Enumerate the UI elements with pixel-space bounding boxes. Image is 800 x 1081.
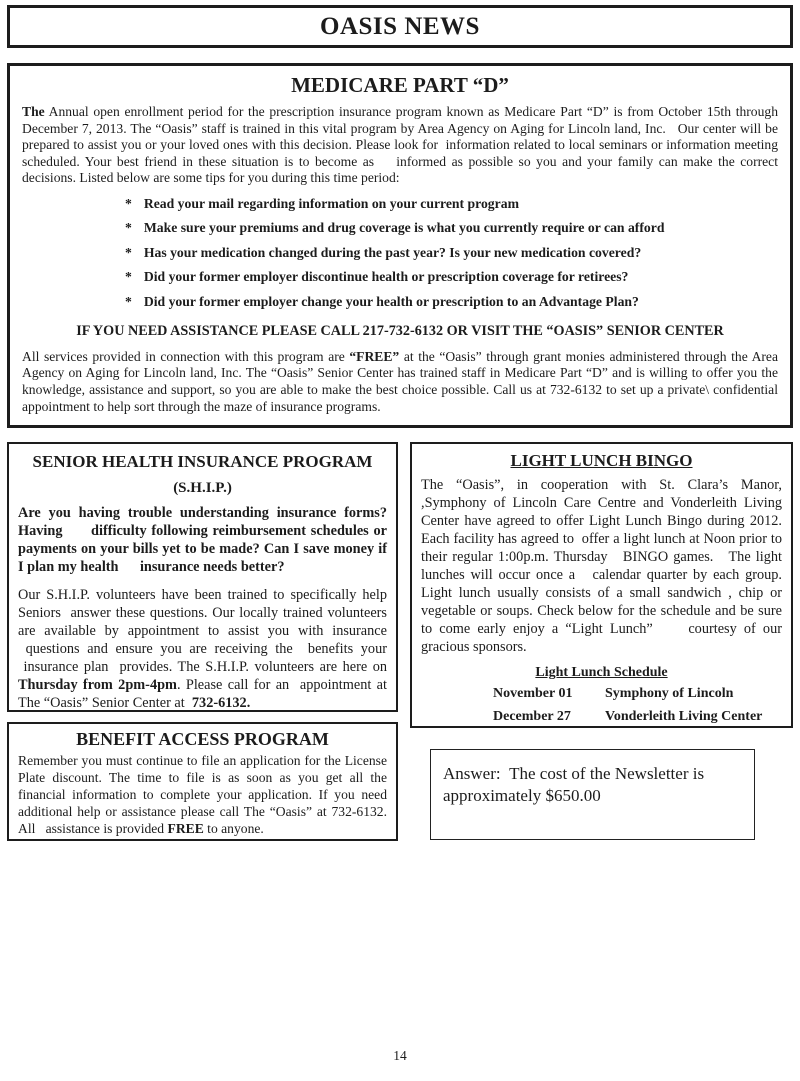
bullet-text: Did your former employer discontinue health or prescription coverage for retirees? bbox=[143, 269, 629, 285]
assistance-call-line: IF YOU NEED ASSISTANCE PLEASE CALL 217-732-6132 OR VISIT THE “OASIS” SENIOR CENTER bbox=[76, 322, 724, 339]
bingo-panel-title bbox=[421, 451, 782, 471]
schedule-location: Vonderleith Living Center bbox=[605, 709, 763, 724]
bullet-marker: * bbox=[125, 220, 132, 236]
bullet-marker: * bbox=[125, 195, 132, 211]
list-item bbox=[125, 196, 778, 212]
newsletter-title: OASIS NEWS bbox=[320, 12, 480, 40]
benefit-free-emphasis: FREE bbox=[167, 820, 204, 836]
list-item bbox=[125, 220, 778, 236]
schedule-title bbox=[421, 665, 782, 681]
schedule-date: November 01 bbox=[493, 686, 573, 701]
bullet-text: Make sure your premiums and drug coverage is what you currently require or can afford bbox=[143, 220, 665, 236]
medicare-tips-list bbox=[125, 196, 778, 310]
bullet-text: Has your medication changed during the past year? Is your new medication covered? bbox=[143, 244, 642, 260]
bullet-text: Did your former employer change your health or prescription to an Advantage Plan? bbox=[143, 293, 639, 309]
ship-question-paragraph: Are you having trouble understanding insurance forms? Having difficulty following reimbursement schedules or payments on your bills yet to be made? Can I save money if I plan my health insurance needs better? bbox=[18, 505, 387, 575]
ship-panel-subtitle: (S.H.I.P.) bbox=[173, 480, 232, 496]
medicare-intro-paragraph bbox=[22, 104, 778, 187]
schedule-location: Symphony of Lincoln bbox=[605, 686, 734, 701]
medicare-article-title: MEDICARE PART “D” bbox=[291, 73, 509, 97]
closing-free-emphasis: “FREE” bbox=[349, 348, 400, 364]
ship-panel-title: SENIOR HEALTH INSURANCE PROGRAM bbox=[32, 452, 373, 471]
medicare-intro-text: Annual open enrollment period for the prescription insurance program known as Medicare Part “D” is from October 15th through December 7, 2013. The “Oasis” staff is trained in this vital program by Area Agency on Aging for Lincoln land, Inc. Our center will be prepared to assist you or your loved ones with this decision. Please look for information related to local seminars or information meeting scheduled. Your best friend in these situation is to become as informed as possible so you and your family can make the correct decisions. Listed below are some tips for you during this time period: bbox=[22, 104, 778, 186]
answer-text: Answer: The cost of the Newsletter is approximately $650.00 bbox=[443, 764, 705, 806]
ship-panel bbox=[7, 442, 398, 712]
table-row bbox=[493, 709, 782, 725]
benefit-body-pre: Remember you must continue to file an application for the License Plate discount. The time to file is as soon as you get all the financial information to complete your application. If you need additional help or assistance please call The “Oasis” at 732-6132. All assistance is provided bbox=[18, 753, 387, 836]
ship-phone-emphasis: 732-6132. bbox=[191, 695, 251, 711]
bingo-panel bbox=[410, 442, 793, 728]
bullet-marker: * bbox=[125, 293, 132, 309]
ship-hours-emphasis: Thursday from 2pm-4pm bbox=[18, 677, 177, 693]
bingo-title-text: LIGHT LUNCH BINGO bbox=[510, 451, 693, 470]
list-item bbox=[125, 245, 778, 261]
closing-text-post: at the “Oasis” through grant monies administered through the Area Agency on Aging for Lincoln land, Inc. The “Oasis” Senior Center has trained staff in Medicare Part “D” and is willing to offer you the knowledge, assistance and support, so you are able to make the best choice possible. Call us at 732-6132 to set up a private\ confidential appointment to help sort through the maze of insurance programs. bbox=[22, 348, 778, 414]
page-number: 14 bbox=[393, 1048, 407, 1063]
bullet-marker: * bbox=[125, 269, 132, 285]
ship-body-mid: . Please call for an appointment at The “Oasis” Senior Center at bbox=[18, 677, 387, 711]
benefit-body-post: to anyone. bbox=[203, 820, 264, 836]
benefit-panel-title: BENEFIT ACCESS PROGRAM bbox=[76, 729, 329, 749]
benefit-body-paragraph bbox=[18, 753, 387, 838]
list-item bbox=[125, 269, 778, 285]
list-item bbox=[125, 294, 778, 310]
schedule-date: December 27 bbox=[493, 709, 571, 724]
answer-box bbox=[430, 749, 755, 840]
schedule-title-text: Light Lunch Schedule bbox=[535, 665, 668, 680]
masthead-box bbox=[7, 5, 793, 48]
bullet-marker: * bbox=[125, 244, 132, 260]
medicare-article bbox=[7, 63, 793, 428]
ship-body-pre: Our S.H.I.P. volunteers have been trained to specifically help Seniors answer these questions. Our locally trained volunteers are available by appointment to assist you with insurance questions and ensure you are receiving the benefits your insurance plan provides. The S.H.I.P. volunteers are here on bbox=[18, 587, 387, 675]
medicare-closing-paragraph bbox=[22, 349, 778, 415]
bullet-text: Read your mail regarding information on your current program bbox=[143, 195, 519, 211]
benefit-access-panel bbox=[7, 722, 398, 841]
ship-body-paragraph bbox=[18, 586, 387, 712]
table-row bbox=[493, 686, 782, 702]
medicare-intro-lead: The bbox=[22, 104, 45, 119]
closing-text-pre: All services provided in connection with this program are bbox=[22, 348, 350, 364]
bingo-body-paragraph: The “Oasis”, in cooperation with St. Clara’s Manor, ,Symphony of Lincoln Care Centre and Vonderleith Living Center have agreed to offer Light Lunch Bingo during 2012. Each facility has agreed to offer a light lunch at Noon prior to their regular 1:00p.m. Thursday BINGO games. The light lunches will occur once a calendar quarter by each group. Light lunch usually consists of a small sandwich , chip or vegetable or soups. Check below for the schedule and be sure to come early enjoy a “Light Lunch” courtesy of our gracious sponsors. bbox=[421, 477, 782, 655]
